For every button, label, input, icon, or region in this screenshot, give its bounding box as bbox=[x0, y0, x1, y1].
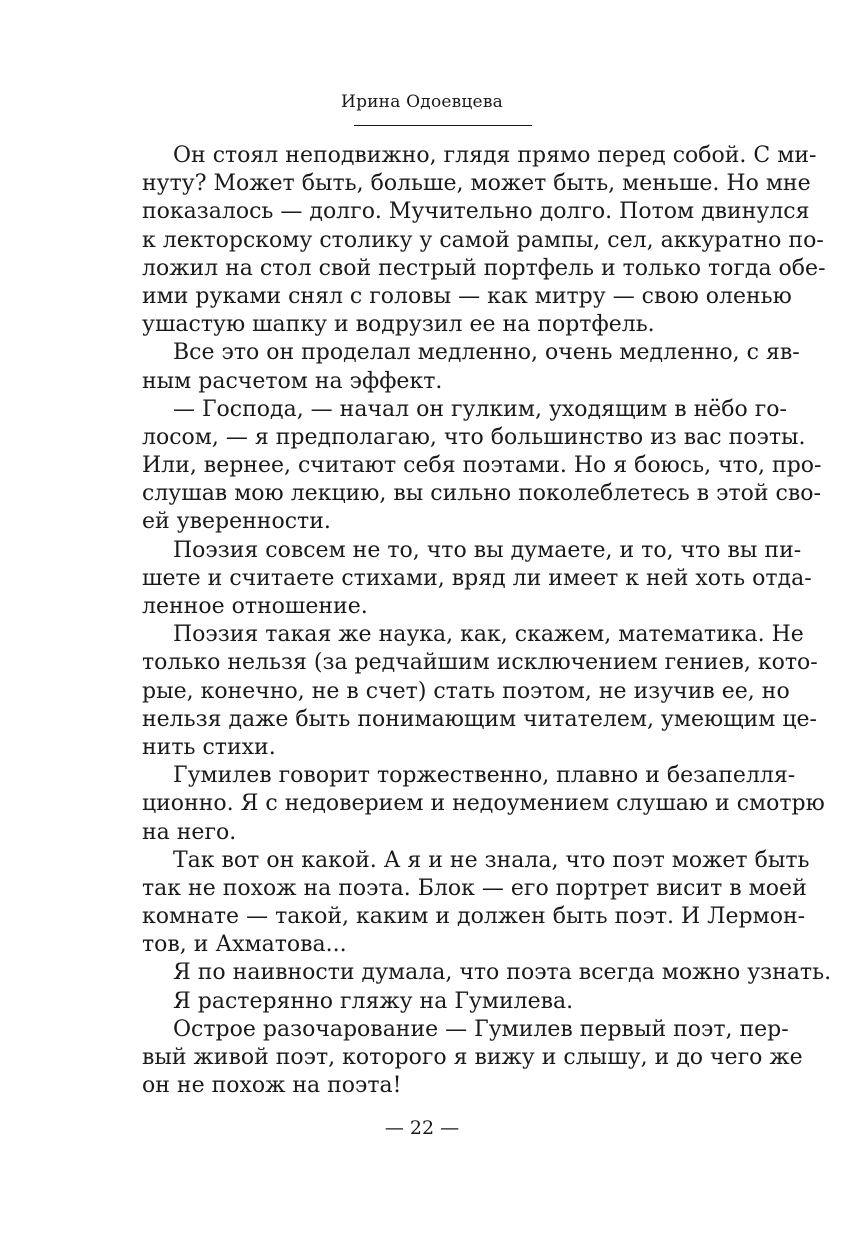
text-line: показалось — долго. Мучительно долго. Потом двинулся bbox=[142, 199, 810, 225]
text-line: Он стоял неподвижно, глядя прямо перед собой. С ми- bbox=[173, 143, 817, 168]
text-line: Я растерянно гляжу на Гумилева. bbox=[173, 988, 574, 1014]
text-line: он не похож на поэта! bbox=[142, 1073, 402, 1099]
text-line: лосом, — я предполагаю, что большинство из вас поэты. bbox=[142, 424, 806, 450]
page-number: — 22 — bbox=[384, 1117, 460, 1139]
text-line: нуту? Может быть, больше, может быть, меньше. Но мне bbox=[142, 171, 811, 197]
text-line: — Господа, — начал он гулким, уходящим в нёбо го- bbox=[173, 396, 787, 422]
text-line: комнате — такой, каким и должен быть поэт. И Лермон- bbox=[142, 904, 806, 930]
text-line: шете и считаете стихами, вряд ли имеет к ней хоть отда- bbox=[142, 565, 812, 591]
text-line: вый живой поэт, которого я вижу и слышу, и до чего же bbox=[142, 1045, 803, 1070]
text-line: Или, вернее, считают себя поэтами. Но я боюсь, что, про- bbox=[142, 453, 822, 479]
text-line: нельзя даже быть понимающим читателем, умеющим це- bbox=[142, 706, 817, 732]
text-line: Поэзия такая же наука, как, скажем, математика. Не bbox=[173, 622, 804, 648]
text-line: Я по наивности думала, что поэта всегда можно узнать. bbox=[173, 960, 832, 986]
text-line: ложил на стол свой пестрый портфель и только тогда обе- bbox=[142, 255, 826, 281]
text-line: Так вот он какой. А я и не знала, что поэт может быть bbox=[173, 847, 810, 873]
text-line: рые, конечно, не в счет) стать поэтом, не изучив ее, но bbox=[142, 678, 790, 704]
text-line: на него. bbox=[142, 819, 237, 845]
text-line: Поэзия совсем не то, что вы думаете, и то, что вы пи- bbox=[173, 537, 802, 563]
text-line: к лекторскому столику у самой рампы, сел, аккуратно по- bbox=[142, 227, 824, 253]
text-line: ным расчетом на эффект. bbox=[142, 368, 443, 394]
body-text bbox=[142, 142, 832, 1100]
header-rule bbox=[354, 125, 532, 126]
text-line: ей уверенности. bbox=[142, 509, 331, 535]
text-line: Острое разочарование — Гумилев первый поэт, пер- bbox=[173, 1016, 789, 1042]
text-line: только нельзя (за редчайшим исключением гениев, кото- bbox=[142, 650, 818, 676]
text-line: нить стихи. bbox=[142, 734, 276, 760]
text-line: так не похож на поэта. Блок — его портрет висит в моей bbox=[142, 875, 807, 901]
text-line: слушав мою лекцию, вы сильно поколеблетесь в этой сво- bbox=[142, 481, 821, 507]
text-line: ленное отношение. bbox=[142, 594, 368, 619]
text-line: ушастую шапку и водрузил ее на портфель. bbox=[142, 312, 655, 338]
text-line: ими руками снял с головы — как митру — свою оленью bbox=[142, 283, 792, 309]
text-line: Гумилев говорит торжественно, плавно и безапелля- bbox=[173, 763, 796, 789]
text-line: тов, и Ахматова... bbox=[142, 932, 347, 958]
running-head-author: Ирина Одоевцева bbox=[341, 92, 503, 112]
text-line: ционно. Я с недоверием и недоумением слушаю и смотрю bbox=[142, 791, 825, 817]
text-line: Все это он проделал медленно, очень медленно, с яв- bbox=[173, 340, 800, 366]
